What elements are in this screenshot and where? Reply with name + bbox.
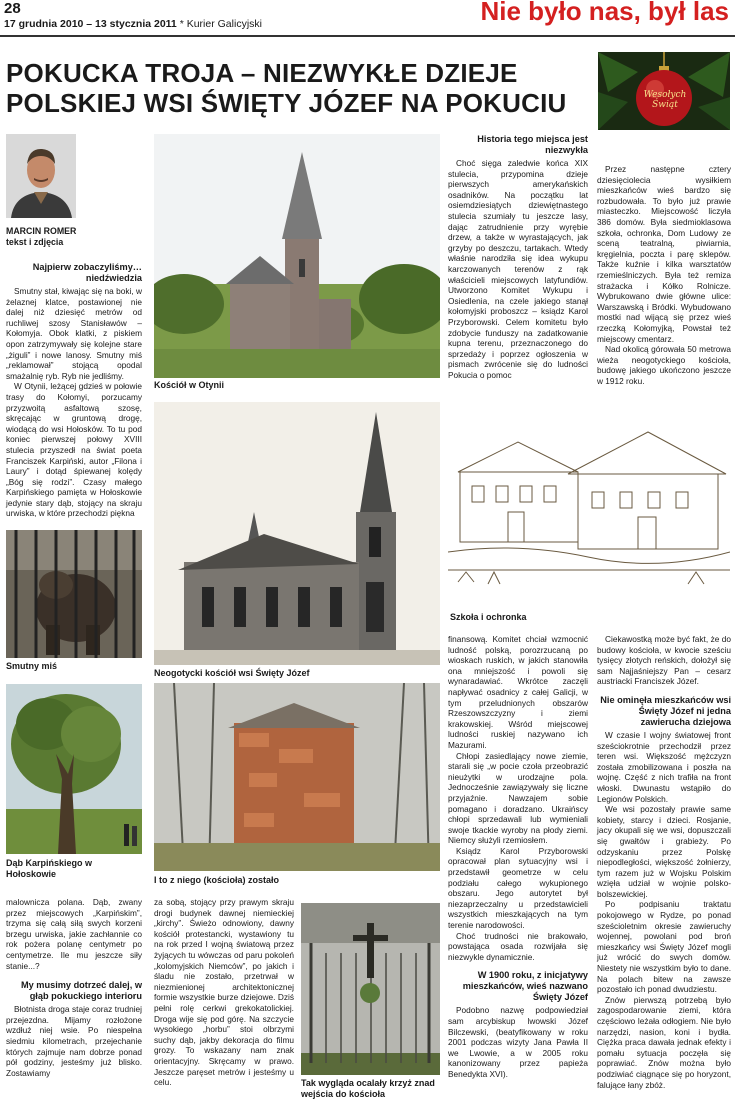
column-1-bottom-text [6, 897, 142, 1078]
page-number: 28 [4, 0, 21, 17]
paragraph: W czasie I wojny światowej front sześciokrotnie przechodził przez teren wsi. Większość mężczyzn została zmobilizowana i poszła na wojnę. Część z nich trafiła na front włoski. Dwunastu wstąpiło do Legionów Polskich. [597, 729, 731, 804]
author-name: MARCIN ROMER [6, 226, 77, 236]
paragraph: Błotnista droga staje coraz trudniej przejezdna. Mijamy rozłożone wzdłuż niej wsie. Po niespełna siedmiu kilometrach, przejechanie których zajmuje nam dobrze ponad pół godziny, jesteśmy już blisko. Zostawiamy [6, 1004, 142, 1078]
byline-role: tekst i zdjęcia [6, 237, 64, 247]
paragraph: Podobno nazwę podpowiedział sam arcybiskup lwowski Józef Bilczewski, (beatyfikowany w roku 2001 podczas wizyty Jana Pawła II we Lwowie, a w 2005 roku kanonizowany przez papieża Benedykta XVI). [448, 1005, 588, 1079]
paragraph: Po podpisaniu traktatu pokojowego w Rydze, po ponad sześcioletnim okresie zawieruchy wojennej, powolani pod broń mieszkańcy wsi Święty Józef mogli już wrócić do swych domów. Niestety nie wszystkim było to dane. Na polach bitew na zawsze pozostało ich ponad dwudziestu. [597, 899, 731, 995]
paragraph: Przez następne cztery dziesięciolecia wysiłkiem mieszkańców wieś bardzo się rozbudowała. To było już prawie miasteczko. Miejscowość liczyła 386 domów. Była siedmioklasowa szkoła, ochronka, Dom Ludowy ze sceną teatralną, piwiarnia, kręgielnia, poczta i parę sklepów. Także kuźnie i kilka warsztatów rzemieślniczych. Była też remiza strażacka i Kółko Rolnicze. Wybrukowano dwie główne ulice: Warszawską i Bródki. Wybudowano mostki nad wijącą się przez wieś rzeczką Kołomyjką, Powstał też miejscowy cmentarz. [597, 164, 731, 344]
paragraph: Choć sięga zaledwie końca XIX stulecia, przypomina dzieje pierwszych amerykańskich osadników. Na początku lat osiemdziesiątych dziewiętnastego stulecia szumiały tu jeszcze lasy, dając zatrudnienie przy wyrębie drzew, a także w wyrastających, jak grzyby po deszczu, tartakach. Wtedy właśnie narodziła się idea wykupu karczowanych terenów z rąk właścicieli miejscowych latyfundiów. Utworzono Komitet Wykupu i Osiedlenia, na czele jakiego stanął kołomyjski proboszcz – ksiądz Karol Przyborowski. Celem komitetu było zdobycie funduszy na zadatkowanie kupna terenu, przeznaczonego do sprzedaży i poprzez ogłoszenia w pismach zwrócenie się do ludności Pokucia o pomoc [448, 158, 588, 380]
article-headline: POKUCKA TROJA – NIEZWYKŁE DZIEJE POLSKIEJ WSI ŚWIĘTY JÓZEF NA POKUCIU [6, 58, 567, 118]
author-photo [6, 134, 76, 218]
caption-bear: Smutny miś [6, 661, 58, 671]
byline [6, 226, 146, 248]
cross-gate-photo [301, 903, 440, 1075]
oak-photo [6, 684, 142, 854]
church-otynia-photo [154, 134, 440, 378]
paragraph: za sobą, stojący przy prawym skraju drogi budynek dawnej niemieckiej „kirchy”. Świeżo odnowiony, dawny kościół protestancki, wystawiony tu na rok przed I wojną światową przez żyjących tu wówczas od paru pokoleń „kolomyjskich Niemców”, po jakich i śladu nie zostało, przetrwał w niezmienionej architektonicznej formie wszystkie burze dziejowe. Dziś pełni rolę cerkwi grekokatolickiej. Droga wije się pod górę. Na szczycie wysokiego „horbu” stoi olbrzymi suchy dąb, jakby dekoracja do filmu grozy. To wskazany nam znak orientacyjny. Skręcamy w prawo. Jeszcze paręset metrów i jesteśmy u celu. [154, 897, 294, 1088]
paragraph: Nad okolicą górowała 50 metrowa wieża neogotyckiego kościoła, budowę jakiego ukończono jeszcze w 1912 roku. [597, 344, 731, 386]
subheading-interior: My musimy dotrzeć dalej, w głąb pokuckiego interioru [20, 980, 142, 1002]
column-1-text [6, 262, 142, 519]
ornament-greeting: Wesołych Świąt [643, 90, 687, 110]
separator-star: * [179, 18, 184, 30]
caption-ruin: I to z niego (kościoła) zostało [154, 875, 280, 885]
paragraph: Ksiądz Karol Przyborowski opracował plan sytuacyjny wsi i przedstawił geometrze w celu podziału całego wykupionego obszaru. Jego autorytet był niezaprzeczalny u przedstawicieli wszystkich mieszkających na tym terenie narodowości. [448, 845, 588, 931]
subheading-war: Nie ominęła mieszkańców wsi Święty Józef ni jedna zawierucha dziejowa [600, 694, 731, 727]
caption-school: Szkoła i ochronka [450, 612, 527, 622]
church-ruin-photo [154, 683, 440, 871]
caption-gate: Tak wygląda ocalały krzyż znad wejścia do kościoła [301, 1078, 435, 1099]
caption-oak: Dąb Karpińskiego w Hołoskowie [6, 858, 93, 879]
column-2-bottom-text [154, 897, 294, 1088]
publication-name: Kurier Galicyjski [186, 18, 262, 30]
issue-dateline [4, 18, 262, 30]
paragraph: finansową. Komitet chciał wzmocnić ludność polską, porozrzucaną po wioskach ruskich, w jakich stanowiła ona mniejszość i powoli się wynaradawiać. Wkrótce zaczęli napływać osadnicy z całej Galicji, w tym przeludnionych obszarów Rzeszowszczyzny i ziemi krakowskiej. Wśród miejscowej ludności ruskiej nazywano ich Mazurami. [448, 634, 588, 750]
section-title: Nie było nas, był las [480, 0, 729, 26]
paragraph: Znów pierwszą potrzebą było zagospodarowanie ziemi, która częściowo leżała odłogiem. Nie było narzędzi, nasion, koni i bydła. Ciężka praca dawała jednak efekty i pomału sytuacja poczęła się poprawiać. Znów można było podziwiać ciągnące się po horyzont, falujące łany zbóż. [597, 994, 731, 1090]
neogothic-church-image [154, 402, 440, 665]
subheading-name-1900: W 1900 roku, z inicjatywy mieszkańców, wieś nazwano Święty Józef [462, 970, 588, 1003]
school-sketch-image [448, 402, 730, 608]
paragraph: Ciekawostką może być fakt, że do budowy kościoła, w kwocie sześciu tysięcy złotych reńskich, dołożył się sam Najjaśniejszy Pan – cesarz austriacki Franciszek Józef. [597, 634, 731, 687]
column-3-text [448, 134, 588, 380]
column-3-bottom-text [448, 634, 588, 1080]
column-4-text [597, 164, 731, 386]
subheading-history: Historia tego miejsca jest niezwykła [477, 134, 588, 155]
paragraph: W Otynii, leżącej gdzieś w połowie trasy do Kołomyi, porzucamy przyzwoitą asfaltową szosę, skręcając w gruntową drogę, wiodącą do wsi Hołosków. To tu pod koniec pierwszej połowy XVIII stulecia przyszedł na świat poeta Franciszek Karpiński, autor „Filona i Laury” i dotąd śpiewanej kolędy „Bóg się rodzi”. Czasy małego Karpińskiego pamięta w Hołoskowie jedynie stary dąb, stojący na skraju urwiska, w które przechodzi piękna [6, 381, 142, 519]
caption-neogothic-church: Neogotycki kościół wsi Święty Józef [154, 668, 310, 678]
christmas-ornament-image [598, 52, 730, 130]
paragraph: We wsi pozostały prawie same kobiety, starcy i dzieci. Rosjanie, jacy okupali się we wsi, dopuszczali się gwałtów i grabieży. Po odzyskaniu przez Polskę niepodległości, większość żołnierzy, tym razem już w Wojsku Polskim wzięła udział w wojnie polsko-bolszewickiej. [597, 804, 731, 899]
subheading-bear: Najpierw zobaczyliśmy… niedźwiedzia [32, 262, 142, 283]
caption-church-otynia: Kościół w Otynii [154, 380, 225, 390]
paragraph: Smutny stał, kiwając się na boki, w żelaznej klatce, postawionej nie dalej niż dziesięć metrów od ruchliwej szosy Stanisławów – Kołomyja. Obok klatki, z piskiem opon zatrzymywały się kolejne stare „żiguli” i nowe lanosy. Smutny miś „reklamował” stojącą opodal smażalnię ryb. Ryb nie jedliśmy. [6, 286, 142, 381]
paragraph: malownicza polana. Dąb, zwany przez miejscowych „Karpińskim”, trzyma się całą siłą swych korzeni brzegu urwiska, jakie zachłannie co rok pożera polanę centymetr po centymetrze. Ile mu jeszcze siły stanie...? [6, 897, 142, 971]
bear-photo [6, 530, 142, 658]
paragraph: Chłopi zasiedlający nowe ziemie, starali się „w pocie czoła przeobrazić nieużytki w urodzajne pola. Jednocześnie zawiązywały się liczne przyjaźnie. Nawzajem sobie pomagano i doradzano. Ukraińscy chłopi sprzedawali lub wymieniali swoje tkackie wyroby na płody ziemi. Niemcy służyli rzemiosłem. [448, 750, 588, 846]
issue-dates: 17 grudnia 2010 – 13 stycznia 2011 [4, 18, 177, 30]
header-rule [0, 35, 735, 37]
paragraph: Choć trudności nie brakowało, powstająca osada rozwijała się niezwykle dynamicznie. [448, 930, 588, 962]
column-4-bottom-text [597, 634, 731, 1090]
